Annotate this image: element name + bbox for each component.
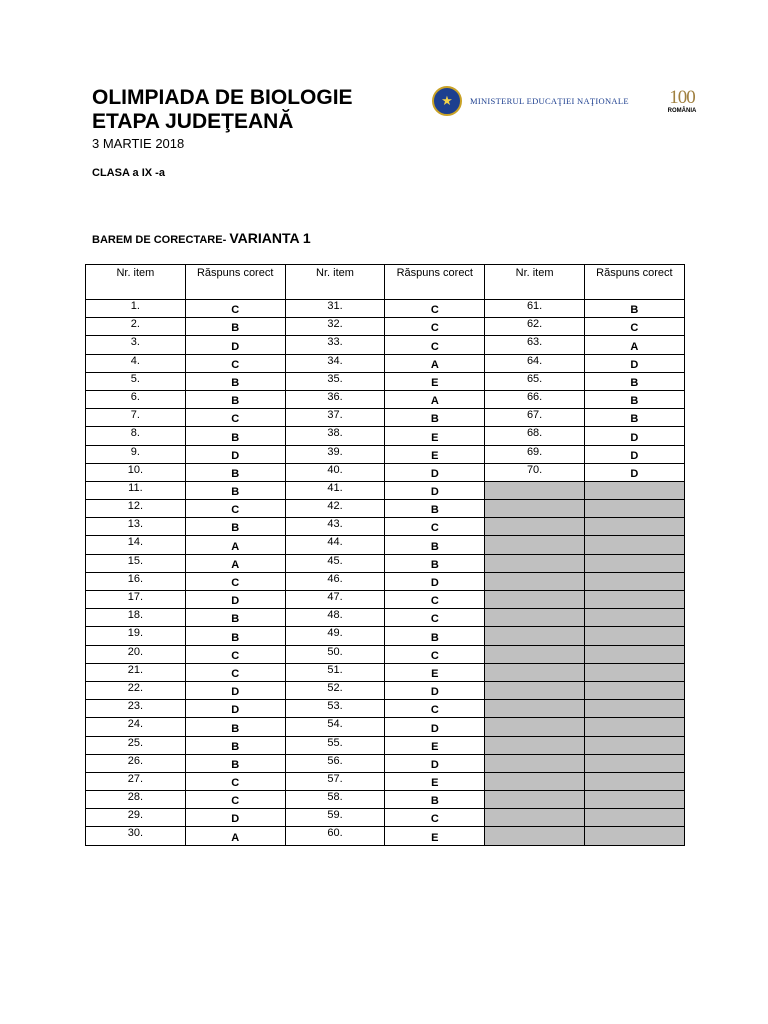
answer-cell: C	[385, 336, 485, 354]
header-cell: Răspuns corect	[385, 265, 485, 300]
header-cell: Răspuns corect	[185, 265, 285, 300]
answer-cell: A	[385, 390, 485, 408]
table-row	[86, 663, 685, 681]
item-number-cell	[485, 718, 585, 736]
answer-cell: D	[385, 572, 485, 590]
table-row	[86, 591, 685, 609]
answer-cell: D	[584, 427, 684, 445]
answer-cell: B	[185, 609, 285, 627]
table-row	[86, 463, 685, 481]
table-row	[86, 445, 685, 463]
answer-cell: B	[185, 318, 285, 336]
header-cell: Nr. item	[285, 265, 385, 300]
item-number-cell	[485, 481, 585, 499]
item-number-cell: 1.	[86, 300, 186, 318]
item-number-cell: 19.	[86, 627, 186, 645]
item-number-cell	[485, 536, 585, 554]
answer-cell: D	[185, 700, 285, 718]
item-number-cell: 43.	[285, 518, 385, 536]
item-number-cell: 10.	[86, 463, 186, 481]
table-row	[86, 791, 685, 809]
item-number-cell: 11.	[86, 481, 186, 499]
item-number-cell	[485, 827, 585, 845]
item-number-cell: 28.	[86, 791, 186, 809]
item-number-cell: 21.	[86, 663, 186, 681]
item-number-cell: 9.	[86, 445, 186, 463]
item-number-cell: 54.	[285, 718, 385, 736]
answer-cell	[584, 791, 684, 809]
item-number-cell: 70.	[485, 463, 585, 481]
ministry-name: MINISTERUL EDUCAŢIEI NAŢIONALE	[470, 96, 629, 106]
item-number-cell: 5.	[86, 372, 186, 390]
item-number-cell	[485, 754, 585, 772]
answer-cell: A	[385, 354, 485, 372]
answer-cell: D	[185, 809, 285, 827]
table-row	[86, 500, 685, 518]
answer-cell: D	[185, 445, 285, 463]
item-number-cell: 33.	[285, 336, 385, 354]
item-number-cell: 57.	[285, 772, 385, 790]
item-number-cell: 31.	[285, 300, 385, 318]
item-number-cell: 12.	[86, 500, 186, 518]
answer-cell: B	[185, 463, 285, 481]
answer-cell: B	[584, 390, 684, 408]
table-row	[86, 354, 685, 372]
title-line-1: OLIMPIADA DE BIOLOGIE	[92, 86, 353, 109]
table-row	[86, 300, 685, 318]
answer-cell: D	[385, 481, 485, 499]
answer-cell	[584, 518, 684, 536]
answer-cell: D	[185, 591, 285, 609]
item-number-cell: 48.	[285, 609, 385, 627]
item-number-cell	[485, 572, 585, 590]
answer-cell: D	[385, 681, 485, 699]
item-number-cell: 63.	[485, 336, 585, 354]
answer-cell: C	[385, 609, 485, 627]
answer-cell: A	[584, 336, 684, 354]
item-number-cell	[485, 736, 585, 754]
item-number-cell: 51.	[285, 663, 385, 681]
answer-cell: E	[385, 372, 485, 390]
answer-cell: C	[185, 500, 285, 518]
table-row	[86, 372, 685, 390]
answer-cell: B	[185, 754, 285, 772]
answer-cell: A	[185, 554, 285, 572]
answer-cell: E	[385, 663, 485, 681]
header-cell: Nr. item	[485, 265, 585, 300]
answer-cell: E	[385, 772, 485, 790]
table-row	[86, 627, 685, 645]
item-number-cell	[485, 518, 585, 536]
item-number-cell: 59.	[285, 809, 385, 827]
item-number-cell: 32.	[285, 318, 385, 336]
centenar-text: ROMÂNIA	[667, 108, 697, 114]
answer-cell: B	[185, 427, 285, 445]
table-row	[86, 645, 685, 663]
table-row	[86, 409, 685, 427]
answer-cell: B	[385, 554, 485, 572]
answer-cell: B	[385, 791, 485, 809]
item-number-cell: 22.	[86, 681, 186, 699]
answer-cell: B	[584, 372, 684, 390]
answer-cell: D	[584, 354, 684, 372]
item-number-cell: 35.	[285, 372, 385, 390]
item-number-cell	[485, 772, 585, 790]
answer-cell: B	[185, 372, 285, 390]
answer-cell: B	[385, 409, 485, 427]
item-number-cell: 27.	[86, 772, 186, 790]
barem-variant: VARIANTA 1	[229, 230, 311, 246]
item-number-cell: 26.	[86, 754, 186, 772]
item-number-cell: 38.	[285, 427, 385, 445]
centenar-number: 100	[669, 87, 695, 108]
table-row	[86, 390, 685, 408]
table-row	[86, 700, 685, 718]
answer-cell: C	[584, 318, 684, 336]
table-row	[86, 772, 685, 790]
answer-cell: A	[185, 827, 285, 845]
item-number-cell	[485, 627, 585, 645]
answer-cell: B	[385, 536, 485, 554]
answer-cell: B	[385, 627, 485, 645]
item-number-cell	[485, 554, 585, 572]
item-number-cell: 44.	[285, 536, 385, 554]
table-row	[86, 554, 685, 572]
answer-key-table	[85, 264, 685, 846]
answer-cell: C	[185, 409, 285, 427]
answer-cell	[584, 754, 684, 772]
coat-of-arms-icon: ★	[432, 86, 462, 116]
ministry-logo	[432, 86, 629, 116]
table-row	[86, 827, 685, 845]
item-number-cell: 4.	[86, 354, 186, 372]
item-number-cell: 23.	[86, 700, 186, 718]
answer-cell: C	[385, 809, 485, 827]
answer-cell: D	[584, 463, 684, 481]
item-number-cell: 41.	[285, 481, 385, 499]
table-row	[86, 536, 685, 554]
item-number-cell: 42.	[285, 500, 385, 518]
barem-heading	[92, 230, 311, 246]
item-number-cell: 40.	[285, 463, 385, 481]
answer-cell: E	[385, 427, 485, 445]
answer-cell	[584, 809, 684, 827]
item-number-cell: 45.	[285, 554, 385, 572]
item-number-cell: 15.	[86, 554, 186, 572]
answer-cell	[584, 572, 684, 590]
table-row	[86, 754, 685, 772]
item-number-cell	[485, 500, 585, 518]
answer-cell: D	[185, 681, 285, 699]
answer-cell	[584, 591, 684, 609]
item-number-cell: 46.	[285, 572, 385, 590]
item-number-cell: 49.	[285, 627, 385, 645]
answer-cell: D	[185, 336, 285, 354]
answer-cell	[584, 609, 684, 627]
item-number-cell	[485, 645, 585, 663]
table-row	[86, 336, 685, 354]
item-number-cell: 16.	[86, 572, 186, 590]
item-number-cell: 62.	[485, 318, 585, 336]
item-number-cell: 50.	[285, 645, 385, 663]
item-number-cell: 37.	[285, 409, 385, 427]
answer-cell	[584, 718, 684, 736]
answer-cell: B	[185, 518, 285, 536]
answer-cell: E	[385, 445, 485, 463]
answer-cell: B	[185, 736, 285, 754]
item-number-cell	[485, 663, 585, 681]
table-row	[86, 318, 685, 336]
item-number-cell: 14.	[86, 536, 186, 554]
item-number-cell: 65.	[485, 372, 585, 390]
item-number-cell: 20.	[86, 645, 186, 663]
item-number-cell: 30.	[86, 827, 186, 845]
item-number-cell: 67.	[485, 409, 585, 427]
answer-cell: C	[385, 591, 485, 609]
answer-cell: C	[185, 772, 285, 790]
answer-cell: C	[185, 354, 285, 372]
answer-cell: D	[385, 754, 485, 772]
answer-cell: C	[385, 300, 485, 318]
table-row	[86, 681, 685, 699]
answer-cell: B	[584, 300, 684, 318]
answer-cell	[584, 736, 684, 754]
item-number-cell: 47.	[285, 591, 385, 609]
centenar-logo	[662, 88, 702, 115]
table-row	[86, 736, 685, 754]
table-row	[86, 609, 685, 627]
item-number-cell: 7.	[86, 409, 186, 427]
answer-cell: B	[185, 390, 285, 408]
item-number-cell: 58.	[285, 791, 385, 809]
answer-cell: E	[385, 827, 485, 845]
answer-cell	[584, 681, 684, 699]
answer-cell	[584, 827, 684, 845]
answer-cell: B	[385, 500, 485, 518]
answer-cell	[584, 645, 684, 663]
header-cell: Răspuns corect	[584, 265, 684, 300]
answer-cell: C	[185, 791, 285, 809]
answer-cell: B	[185, 627, 285, 645]
answer-cell: E	[385, 736, 485, 754]
item-number-cell: 66.	[485, 390, 585, 408]
item-number-cell: 52.	[285, 681, 385, 699]
item-number-cell: 2.	[86, 318, 186, 336]
answer-cell	[584, 554, 684, 572]
item-number-cell: 36.	[285, 390, 385, 408]
answer-cell: D	[385, 463, 485, 481]
item-number-cell: 34.	[285, 354, 385, 372]
table-row	[86, 427, 685, 445]
table-row	[86, 518, 685, 536]
barem-label: BAREM DE CORECTARE-	[92, 234, 227, 246]
answer-cell	[584, 500, 684, 518]
answer-cell: C	[185, 645, 285, 663]
exam-date: 3 MARTIE 2018	[92, 136, 185, 151]
item-number-cell	[485, 700, 585, 718]
item-number-cell: 25.	[86, 736, 186, 754]
answer-cell: C	[385, 318, 485, 336]
title-line-2: ETAPA JUDEŢEANĂ	[92, 110, 294, 133]
item-number-cell: 69.	[485, 445, 585, 463]
answer-cell	[584, 627, 684, 645]
class-label: CLASA a IX -a	[92, 167, 165, 179]
item-number-cell: 55.	[285, 736, 385, 754]
item-number-cell	[485, 791, 585, 809]
answer-cell	[584, 663, 684, 681]
item-number-cell: 17.	[86, 591, 186, 609]
item-number-cell: 24.	[86, 718, 186, 736]
table-row	[86, 572, 685, 590]
item-number-cell	[485, 681, 585, 699]
answer-cell	[584, 481, 684, 499]
table-row	[86, 809, 685, 827]
answer-cell: B	[185, 481, 285, 499]
item-number-cell: 8.	[86, 427, 186, 445]
answer-cell: D	[584, 445, 684, 463]
item-number-cell: 39.	[285, 445, 385, 463]
table-row	[86, 718, 685, 736]
item-number-cell: 56.	[285, 754, 385, 772]
answer-cell: A	[185, 536, 285, 554]
answer-cell: C	[185, 663, 285, 681]
item-number-cell	[485, 591, 585, 609]
answer-cell	[584, 700, 684, 718]
answer-cell: D	[385, 718, 485, 736]
answer-cell: C	[385, 518, 485, 536]
table-header-row	[86, 265, 685, 300]
item-number-cell: 61.	[485, 300, 585, 318]
answer-cell: C	[185, 572, 285, 590]
answer-cell: B	[185, 718, 285, 736]
answer-cell: C	[385, 645, 485, 663]
item-number-cell: 68.	[485, 427, 585, 445]
answer-cell	[584, 536, 684, 554]
item-number-cell: 6.	[86, 390, 186, 408]
item-number-cell: 29.	[86, 809, 186, 827]
item-number-cell: 64.	[485, 354, 585, 372]
answer-cell: C	[185, 300, 285, 318]
item-number-cell: 13.	[86, 518, 186, 536]
item-number-cell: 53.	[285, 700, 385, 718]
answer-cell	[584, 772, 684, 790]
item-number-cell: 60.	[285, 827, 385, 845]
item-number-cell	[485, 809, 585, 827]
item-number-cell: 3.	[86, 336, 186, 354]
item-number-cell	[485, 609, 585, 627]
answer-cell: B	[584, 409, 684, 427]
item-number-cell: 18.	[86, 609, 186, 627]
table-row	[86, 481, 685, 499]
header-cell: Nr. item	[86, 265, 186, 300]
answer-cell: C	[385, 700, 485, 718]
table-body	[86, 300, 685, 846]
